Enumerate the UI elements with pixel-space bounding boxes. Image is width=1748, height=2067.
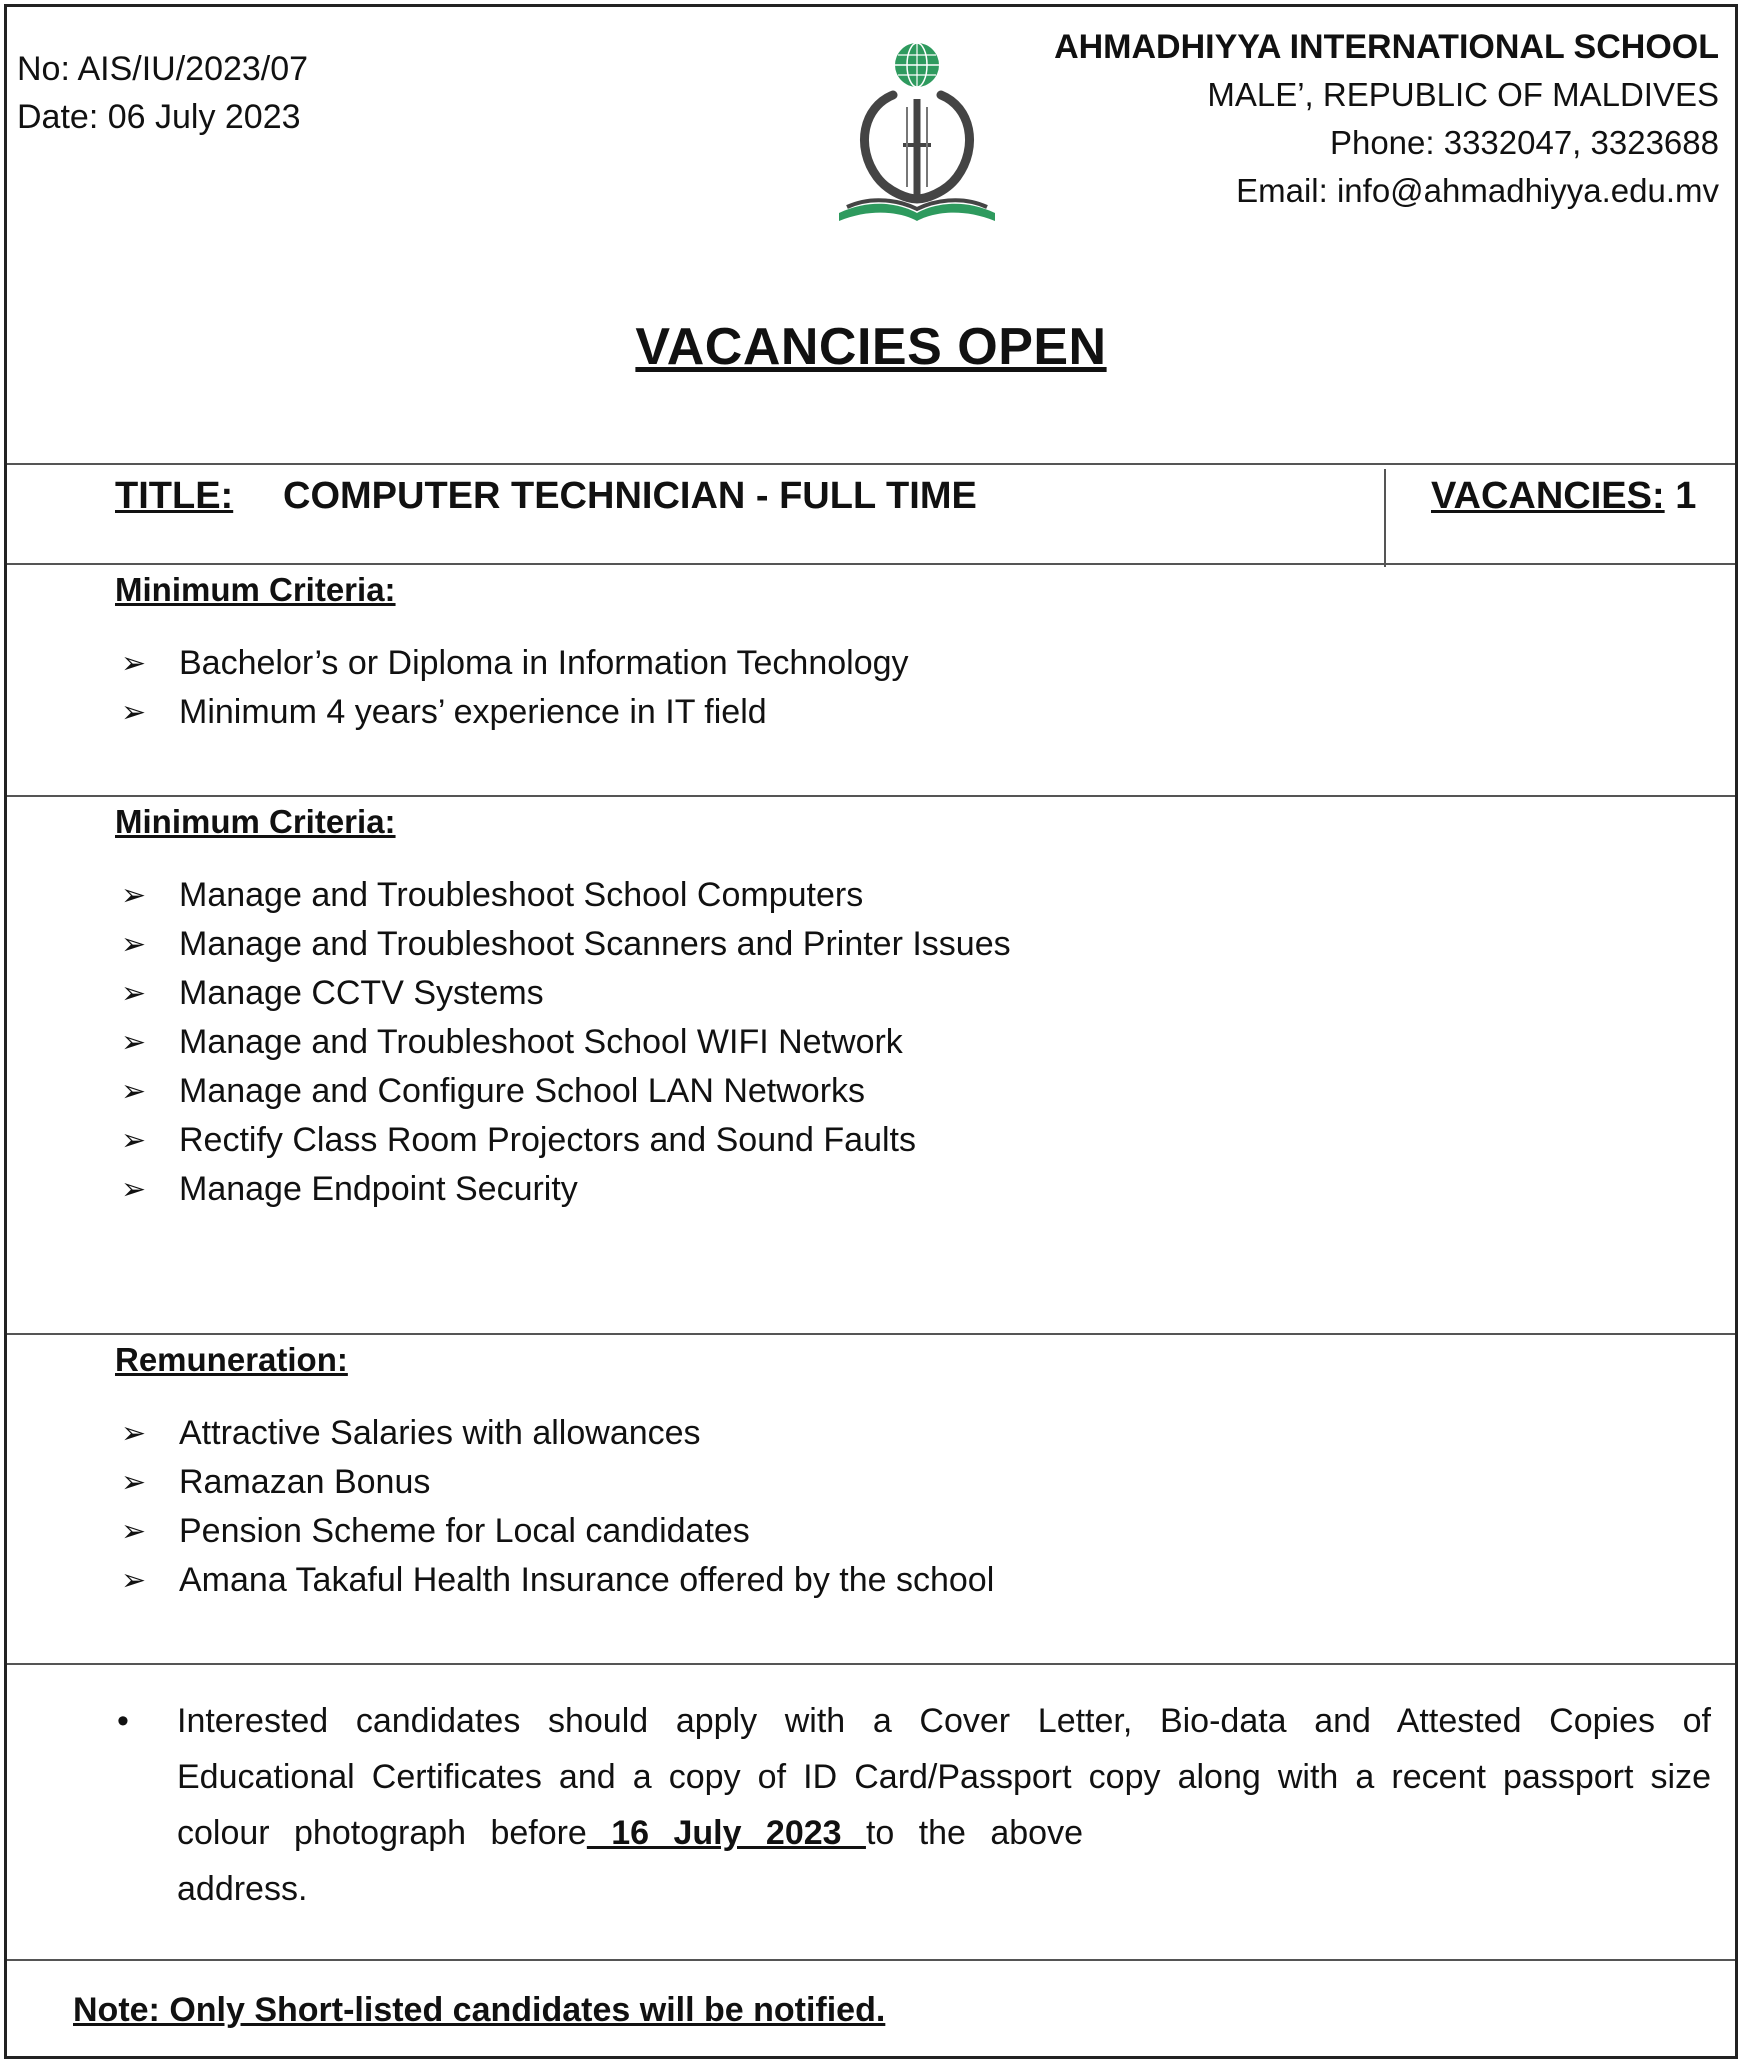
vacancies-field	[1431, 475, 1696, 518]
list-item: ➢ Manage and Troubleshoot School Computers	[115, 871, 1011, 920]
arrow-bullet-icon: ➢	[121, 1466, 147, 1499]
vacancies-count: 1	[1675, 475, 1697, 517]
divider-line	[7, 463, 1735, 465]
page-title: VACANCIES OPEN	[635, 318, 1107, 376]
school-location: MALE’, REPUBLIC OF MALDIVES	[1207, 76, 1719, 113]
bullet-icon: •	[117, 1702, 129, 1740]
divider-line	[7, 1663, 1735, 1665]
arrow-bullet-icon: ➢	[121, 1026, 147, 1059]
criteria-title: Minimum Criteria:	[115, 571, 396, 608]
title-label: TITLE:	[115, 475, 234, 517]
application-instructions	[117, 1693, 1711, 1917]
divider-line	[7, 1959, 1735, 1961]
vacancy-notice	[4, 4, 1738, 2059]
duties-list	[115, 871, 1011, 1214]
arrow-bullet-icon: ➢	[121, 928, 147, 961]
application-line: Interested candidates should apply with a Cover Letter, Bio-data and Attested Copies of	[177, 1702, 1711, 1740]
remuneration-list	[115, 1409, 994, 1605]
list-item: ➢ Bachelor’s or Diploma in Information Technology	[115, 639, 909, 688]
list-item: ➢ Manage and Troubleshoot School WIFI Network	[115, 1018, 1011, 1067]
divider-line	[7, 795, 1735, 797]
criteria-list	[115, 639, 909, 737]
reference-number: No: AIS/IU/2023/07	[17, 50, 309, 88]
arrow-bullet-icon: ➢	[121, 1075, 147, 1108]
list-item: ➢ Rectify Class Room Projectors and Sound Faults	[115, 1116, 1011, 1165]
arrow-bullet-icon: ➢	[121, 1417, 147, 1450]
arrow-bullet-icon: ➢	[121, 1173, 147, 1206]
position-row	[7, 469, 1735, 567]
arrow-bullet-icon: ➢	[121, 647, 147, 680]
school-crest-icon	[833, 37, 1001, 227]
application-line: Educational Certificates and a copy of ID Card/Passport copy along with a recent passport size	[177, 1758, 1711, 1796]
reference-block	[17, 45, 308, 141]
vacancies-label: VACANCIES:	[1431, 475, 1665, 517]
arrow-bullet-icon: ➢	[121, 977, 147, 1010]
school-name: AHMADHIYYA INTERNATIONAL SCHOOL	[1054, 28, 1719, 66]
footer-note: Note: Only Short-listed candidates will be notified.	[73, 1991, 886, 2029]
application-line: address.	[177, 1870, 308, 1908]
school-header	[1054, 23, 1719, 215]
list-item: ➢ Minimum 4 years’ experience in IT field	[115, 688, 909, 737]
deadline-date: 16 July 2023	[586, 1814, 866, 1852]
arrow-bullet-icon: ➢	[121, 1515, 147, 1548]
arrow-bullet-icon: ➢	[121, 1564, 147, 1597]
remuneration-title: Remuneration:	[115, 1341, 348, 1378]
list-item: ➢ Manage and Configure School LAN Networks	[115, 1067, 1011, 1116]
divider-line	[7, 563, 1735, 565]
reference-date: Date: 06 July 2023	[17, 98, 301, 136]
list-item: ➢ Manage CCTV Systems	[115, 969, 1011, 1018]
list-item: ➢ Amana Takaful Health Insurance offered by the school	[115, 1556, 994, 1605]
list-item: ➢ Ramazan Bonus	[115, 1458, 994, 1507]
application-line: colour photograph before 16 July 2023 to the above	[177, 1814, 1083, 1852]
list-item: ➢ Manage and Troubleshoot Scanners and Printer Issues	[115, 920, 1011, 969]
list-item: ➢ Pension Scheme for Local candidates	[115, 1507, 994, 1556]
arrow-bullet-icon: ➢	[121, 1124, 147, 1157]
position-title: COMPUTER TECHNICIAN - FULL TIME	[283, 475, 977, 517]
list-item: ➢ Attractive Salaries with allowances	[115, 1409, 994, 1458]
list-item: ➢ Manage Endpoint Security	[115, 1165, 1011, 1214]
school-email: Email: info@ahmadhiyya.edu.mv	[1236, 172, 1719, 209]
arrow-bullet-icon: ➢	[121, 696, 147, 729]
duties-title: Minimum Criteria:	[115, 803, 396, 840]
divider-line	[7, 1333, 1735, 1335]
school-phone: Phone: 3332047, 3323688	[1329, 124, 1719, 161]
column-divider	[1384, 469, 1386, 567]
arrow-bullet-icon: ➢	[121, 879, 147, 912]
